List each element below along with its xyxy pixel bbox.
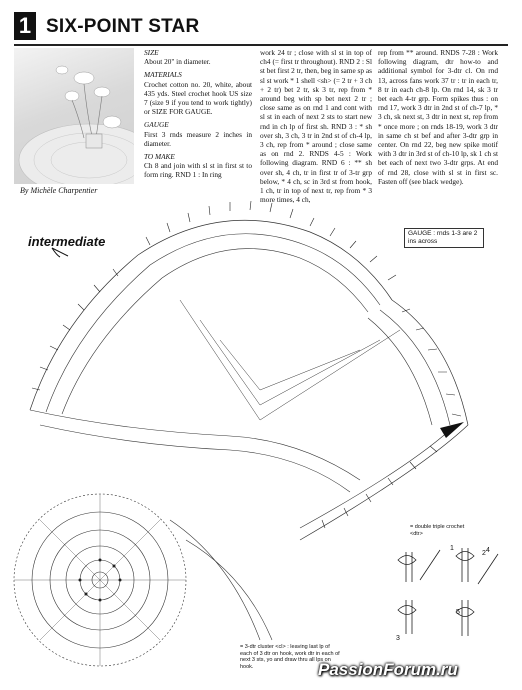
materials-text: Crochet cotton no. 20, white, about 435 yds. Steel crochet hook US size 7 (size 9 if you tend to work tightly) or SIZE FOR GAUGE. [144, 79, 252, 117]
howto-step-2: 2 [482, 550, 486, 557]
gauge-heading: GAUGE [144, 120, 169, 130]
howto-step-1: 1 [450, 545, 454, 552]
to-make-text: Ch 8 and join with sl st in first st to form ring. RND 1 : In ring [144, 161, 252, 180]
site-watermark: PassionForum.ru [318, 660, 458, 679]
dtr-legend: = double triple crochet <dtr> [410, 524, 465, 537]
howto-step-5: 5 [456, 609, 460, 616]
stitch-marks [32, 201, 461, 528]
cluster-legend: = 3-dtr cluster <cl> : leaving last lp of each of 3 dtr on hook, work dtr in each of next 3 sts, yo and draw thru all lps on hook. [240, 644, 340, 670]
instructions-column-3: rep from ** around. RNDS 7-28 : Work following diagram, dtr how-to and additional symbol for 3-dtr cl. On rnd 13, across fans work 37 tr : tr in each tr, 8 tr in each ch-8 lp. On rnd 14, sk 3 tr bet each 4-tr grp. Form spikes thus : on rnd 17, work 3 dtr in 2nd st of ch-7 lp, * 3 ch, sk next st, 3 dtr in next st, rep from * once more ; on rnds 18-19, work 3 dtr in same ch st bef and after 3-dtr grp in center. On rnd 22, beg new spike motif with 3 dtr in 3rd st of ch-10 lp, sk 1 ch st bet each of next two 3-dtr grps. At end of rnd 28, close with sl st in first sc. Fasten off (see black wedge). [378, 48, 498, 186]
materials-heading: MATERIALS [144, 70, 182, 80]
howto-step-3: 3 [396, 635, 400, 642]
photo-credit: By Michèle Charpentier [20, 186, 98, 195]
size-heading: SIZE [144, 48, 159, 57]
to-make-heading: TO MAKE [144, 152, 175, 162]
howto-step-4: 4 [486, 547, 490, 554]
skill-level: intermediate [28, 234, 106, 249]
gauge-note: GAUGE : rnds 1-3 are 2 ins across [404, 228, 484, 248]
gauge-text: First 3 rnds measure 2 inches in diameter. [144, 129, 252, 148]
instructions-column-2: work 24 tr ; close with sl st in top of ch4 (= first tr throughout). RND 2 : Sl st bet first 2 tr, then, beg in same sp as sl st work * 1 shell <sh> (= 2 tr + 3 ch + 2 tr) bet 2 tr, sk 3 tr, rep from * around beg with sp bet next 2 tr ; close same as on rnd 1 and cont with sl st in each of next 2 sts to start new rnd in ch lp of first sh. RND 3 : * sh over sh, 3 ch, 3 tr in 2nd st of ch-4 lp, 3 ch, rep from * around ; close same as on rnd 2. RNDS 4-5 : Work following diagram. RND 6 : ** sh over sh, 4 ch, tr in first tr of 3-tr grp below, * 4 ch, sc in 3rd st from hook, 1 ch, tr in top of next tr, rep from * 3 more times, 4 ch, [260, 48, 372, 205]
diagram-lines [14, 220, 468, 666]
pattern-number: 1 [14, 12, 36, 40]
size-text: About 20" in diameter. [144, 57, 211, 67]
pattern-title: SIX-POINT STAR [46, 16, 200, 37]
dtr-howto [398, 548, 498, 636]
